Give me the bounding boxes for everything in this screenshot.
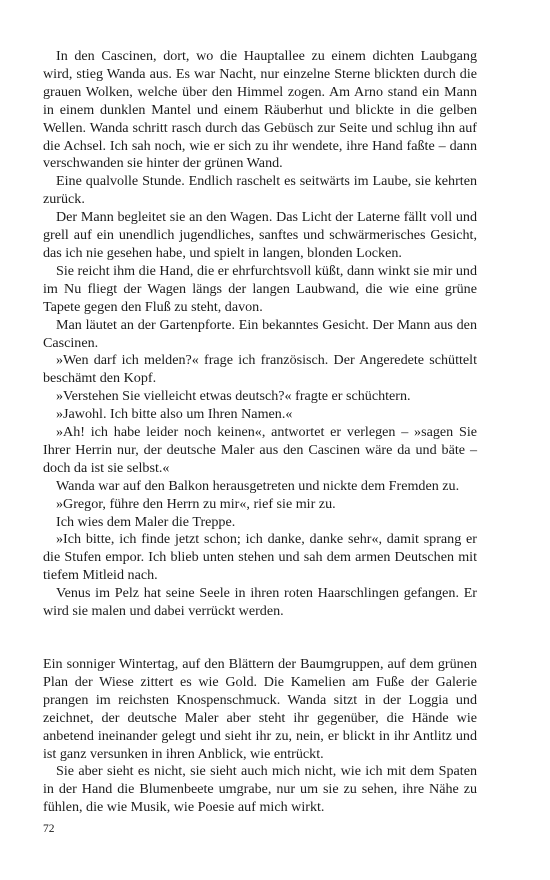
text-section-1 — [43, 48, 477, 621]
paragraph: Sie reicht ihm die Hand, die er ehrfurchtsvoll küßt, dann winkt sie mir und im Nu fliegt der Wagen längs der langen Laubwand, die wie eine grüne Tapete gegen den Fluß zu steht, davon. — [43, 262, 477, 315]
paragraph: Sie aber sieht es nicht, sie sieht auch mich nicht, wie ich mit dem Spaten in der Hand die Blumenbeete umgrabe, nur um sie zu sehen, ihre Nähe zu fühlen, die wie Musik, wie Poesie auf mich wirkt. — [43, 763, 477, 816]
paragraph: Wanda war auf den Balkon herausgetreten und nickte dem Fremden zu. — [56, 477, 460, 494]
page-number: 72 — [43, 823, 55, 835]
text-section-2 — [43, 656, 477, 817]
paragraph: »Jawohl. Ich bitte also um Ihren Namen.« — [56, 406, 293, 423]
paragraph: Eine qualvolle Stunde. Endlich raschelt es seitwärts im Laube, sie kehrten zurück. — [43, 173, 477, 208]
paragraph: »Ah! ich habe leider noch keinen«, antwortet er verlegen – »sagen Sie Ihrer Herrin nur, der deutsche Maler aus den Cascinen wäre da und bäte – doch da ist sie selbst.« — [43, 424, 477, 476]
paragraph: Der Mann begleitet sie an den Wagen. Das Licht der Laterne fällt voll und grell auf ein unendlich jugendliches, sanftes und schwärmerisches Gesicht, das ich nie gesehen habe, und spielt in langen, blonden Locken. — [43, 209, 477, 261]
paragraph: »Ich bitte, ich finde jetzt schon; ich danke, danke sehr«, damit sprang er die Stufen empor. Ich blieb unten stehen und sah dem armen Deutschen mit tiefem Mitleid nach. — [43, 531, 477, 584]
paragraph: »Wen darf ich melden?« frage ich französisch. Der Angeredete schüttelt beschämt den Kopf. — [43, 352, 477, 387]
paragraph: Ich wies dem Maler die Treppe. — [56, 513, 236, 530]
paragraph: Man läutet an der Gartenpforte. Ein bekanntes Gesicht. Der Mann aus den Cascinen. — [43, 316, 477, 351]
paragraph: »Verstehen Sie vielleicht etwas deutsch?« fragte er schüchtern. — [56, 388, 411, 405]
paragraph: »Gregor, führe den Herrn zu mir«, rief sie mir zu. — [56, 495, 336, 512]
paragraph: Venus im Pelz hat seine Seele in ihren roten Haarschlingen gefangen. Er wird sie malen und dabei verrückt werden. — [43, 585, 477, 620]
paragraph: In den Cascinen, dort, wo die Hauptallee zu einem dichten Laubgang wird, stieg Wanda aus. Es war Nacht, nur einzelne Sterne blickten durch die grauen Wolken, welche über den Himmel zogen. Am Arno stand ein Mann in einem dunklen Mantel und einem Räuberhut und blickte in die gelben Wellen. Wanda schritt rasch durch das Gebüsch zur Seite und schlug ihn auf die Achsel. Ich sah noch, wie er sich zu ihr wendete, ihre Hand faßte – dann verschwanden sie hinter der grünen Wand. — [43, 48, 477, 172]
paragraph: Ein sonniger Wintertag, auf den Blättern der Baumgruppen, auf dem grünen Plan der Wiese zittert es wie Gold. Die Kamelien am Fuße der Galerie prangen im reichsten Knospenschmuck. Wanda sitzt in der Loggia und zeichnet, der deutsche Maler aber steht ihr gegenüber, die Hände wie anbetend ineinander gelegt und sieht ihr zu, nein, er blickt in ihr Antlitz und ist ganz versunken in ihren Anblick, wie entrückt. — [43, 656, 477, 762]
